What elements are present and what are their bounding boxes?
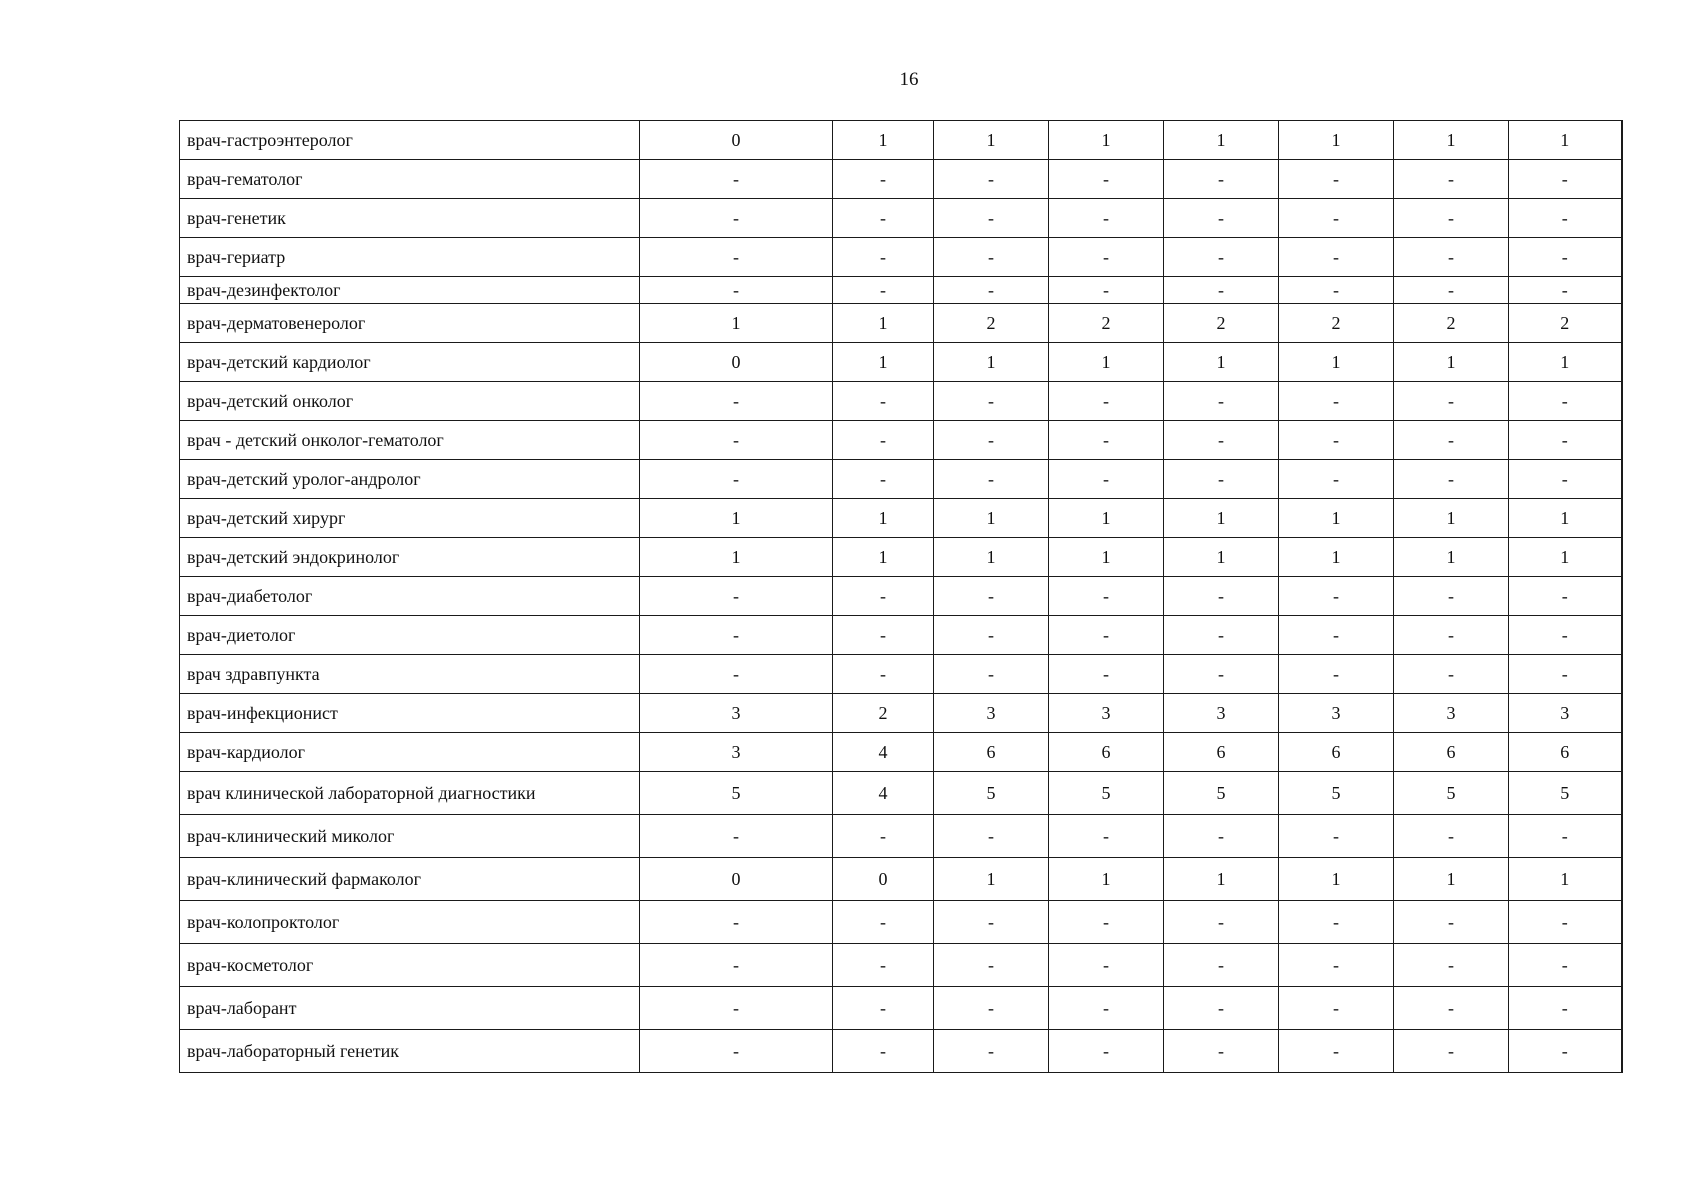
table-row (180, 655, 1622, 694)
value-cell: 2 (1049, 304, 1164, 343)
table-row (180, 304, 1622, 343)
value-cell: - (833, 238, 934, 277)
value-cell: - (1394, 238, 1509, 277)
value-cell: 0 (640, 858, 833, 901)
value-cell: - (640, 277, 833, 304)
position-name-cell: врач-детский онколог (180, 382, 640, 421)
value-cell: 1 (1164, 538, 1279, 577)
value-cell: 3 (640, 733, 833, 772)
value-cell: 1 (833, 499, 934, 538)
value-cell: 3 (1049, 694, 1164, 733)
value-cell: - (1049, 460, 1164, 499)
position-name-cell: врач-клинический фармаколог (180, 858, 640, 901)
value-cell: 1 (1394, 121, 1509, 160)
value-cell: - (1164, 815, 1279, 858)
value-cell: 3 (1509, 694, 1622, 733)
value-cell: - (1279, 577, 1394, 616)
value-cell: - (934, 238, 1049, 277)
table-row (180, 160, 1622, 199)
value-cell: - (1164, 277, 1279, 304)
value-cell: - (640, 1030, 833, 1073)
value-cell: 0 (640, 121, 833, 160)
staffing-table (179, 120, 1623, 1073)
position-name-cell: врач-дерматовенеролог (180, 304, 640, 343)
table-row (180, 538, 1622, 577)
value-cell: - (833, 160, 934, 199)
position-name-cell: врач-диабетолог (180, 577, 640, 616)
value-cell: - (1509, 382, 1622, 421)
value-cell: - (1509, 199, 1622, 238)
value-cell: 6 (934, 733, 1049, 772)
value-cell: - (833, 944, 934, 987)
position-name-cell: врач-детский эндокринолог (180, 538, 640, 577)
value-cell: - (640, 199, 833, 238)
value-cell: 3 (934, 694, 1049, 733)
position-name-cell: врач-детский уролог-андролог (180, 460, 640, 499)
value-cell: - (833, 1030, 934, 1073)
value-cell: - (833, 382, 934, 421)
value-cell: - (1509, 1030, 1622, 1073)
position-name-cell: врач - детский онколог-гематолог (180, 421, 640, 460)
table-body (180, 121, 1622, 1073)
table-row (180, 277, 1622, 304)
table-row (180, 815, 1622, 858)
value-cell: - (640, 901, 833, 944)
position-name-cell: врач-инфекционист (180, 694, 640, 733)
value-cell: 1 (640, 304, 833, 343)
value-cell: - (1164, 944, 1279, 987)
value-cell: 1 (1394, 858, 1509, 901)
position-name-cell: врач-гериатр (180, 238, 640, 277)
value-cell: - (1509, 987, 1622, 1030)
value-cell: - (1279, 901, 1394, 944)
value-cell: - (934, 987, 1049, 1030)
value-cell: - (934, 460, 1049, 499)
table-row (180, 944, 1622, 987)
value-cell: - (1279, 655, 1394, 694)
value-cell: 5 (1164, 772, 1279, 815)
value-cell: 2 (934, 304, 1049, 343)
table-row (180, 421, 1622, 460)
position-name-cell: врач-кардиолог (180, 733, 640, 772)
table-row (180, 343, 1622, 382)
value-cell: - (833, 901, 934, 944)
value-cell: - (1049, 815, 1164, 858)
value-cell: - (934, 577, 1049, 616)
value-cell: - (1049, 655, 1164, 694)
position-name-cell: врач-лабораторный генетик (180, 1030, 640, 1073)
value-cell: - (1164, 655, 1279, 694)
table-row (180, 199, 1622, 238)
value-cell: 5 (1509, 772, 1622, 815)
value-cell: - (1509, 421, 1622, 460)
value-cell: - (1049, 421, 1164, 460)
value-cell: - (640, 944, 833, 987)
value-cell: 1 (833, 121, 934, 160)
value-cell: 1 (1394, 499, 1509, 538)
table-row (180, 772, 1622, 815)
value-cell: - (1394, 815, 1509, 858)
value-cell: - (1509, 616, 1622, 655)
value-cell: 1 (640, 499, 833, 538)
value-cell: - (1164, 1030, 1279, 1073)
value-cell: 3 (1279, 694, 1394, 733)
value-cell: - (934, 944, 1049, 987)
value-cell: 1 (1049, 343, 1164, 382)
value-cell: - (640, 987, 833, 1030)
value-cell: 1 (1164, 121, 1279, 160)
value-cell: - (833, 815, 934, 858)
value-cell: - (1279, 987, 1394, 1030)
position-name-cell: врач-диетолог (180, 616, 640, 655)
value-cell: - (1279, 460, 1394, 499)
value-cell: 0 (833, 858, 934, 901)
value-cell: 4 (833, 772, 934, 815)
value-cell: 5 (640, 772, 833, 815)
value-cell: 5 (934, 772, 1049, 815)
value-cell: - (640, 421, 833, 460)
position-name-cell: врач-гематолог (180, 160, 640, 199)
value-cell: - (934, 616, 1049, 655)
value-cell: - (1279, 944, 1394, 987)
value-cell: - (1394, 160, 1509, 199)
position-name-cell: врач-дезинфектолог (180, 277, 640, 304)
value-cell: 1 (934, 121, 1049, 160)
value-cell: 1 (1049, 858, 1164, 901)
position-name-cell: врач-детский кардиолог (180, 343, 640, 382)
position-name-cell: врач-лаборант (180, 987, 640, 1030)
value-cell: - (1049, 1030, 1164, 1073)
value-cell: - (1394, 577, 1509, 616)
value-cell: - (640, 616, 833, 655)
value-cell: - (1279, 277, 1394, 304)
value-cell: 1 (934, 499, 1049, 538)
value-cell: 1 (1164, 499, 1279, 538)
value-cell: - (1164, 460, 1279, 499)
value-cell: - (934, 815, 1049, 858)
value-cell: - (934, 160, 1049, 199)
value-cell: 2 (1509, 304, 1622, 343)
value-cell: - (1049, 616, 1164, 655)
value-cell: - (1049, 277, 1164, 304)
value-cell: 5 (1049, 772, 1164, 815)
table-row (180, 121, 1622, 160)
value-cell: - (1049, 160, 1164, 199)
value-cell: 3 (640, 694, 833, 733)
value-cell: - (1509, 944, 1622, 987)
value-cell: - (1164, 901, 1279, 944)
value-cell: - (1279, 815, 1394, 858)
value-cell: - (1509, 238, 1622, 277)
value-cell: 1 (934, 343, 1049, 382)
value-cell: 1 (1509, 538, 1622, 577)
value-cell: 2 (1394, 304, 1509, 343)
value-cell: - (1049, 987, 1164, 1030)
value-cell: - (1394, 382, 1509, 421)
table-row (180, 460, 1622, 499)
value-cell: - (1394, 901, 1509, 944)
value-cell: - (934, 655, 1049, 694)
table-row (180, 616, 1622, 655)
value-cell: - (1394, 1030, 1509, 1073)
value-cell: - (833, 421, 934, 460)
value-cell: 1 (1049, 121, 1164, 160)
value-cell: - (1164, 238, 1279, 277)
value-cell: 1 (1509, 343, 1622, 382)
value-cell: - (1164, 160, 1279, 199)
value-cell: - (1279, 616, 1394, 655)
value-cell: - (934, 1030, 1049, 1073)
value-cell: 1 (1509, 858, 1622, 901)
value-cell: - (1279, 160, 1394, 199)
value-cell: - (1394, 655, 1509, 694)
position-name-cell: врач-генетик (180, 199, 640, 238)
value-cell: 6 (1049, 733, 1164, 772)
value-cell: - (640, 815, 833, 858)
value-cell: - (934, 277, 1049, 304)
value-cell: - (1279, 199, 1394, 238)
value-cell: - (640, 577, 833, 616)
table-row (180, 577, 1622, 616)
value-cell: 1 (640, 538, 833, 577)
value-cell: - (1509, 160, 1622, 199)
position-name-cell: врач-клинический миколог (180, 815, 640, 858)
value-cell: - (1164, 577, 1279, 616)
value-cell: 2 (1164, 304, 1279, 343)
value-cell: - (1394, 616, 1509, 655)
value-cell: - (1394, 987, 1509, 1030)
value-cell: 1 (934, 538, 1049, 577)
table-row (180, 499, 1622, 538)
value-cell: - (640, 382, 833, 421)
value-cell: 1 (934, 858, 1049, 901)
value-cell: - (1164, 616, 1279, 655)
value-cell: - (1049, 382, 1164, 421)
value-cell: - (1164, 199, 1279, 238)
value-cell: - (1509, 460, 1622, 499)
position-name-cell: врач-колопроктолог (180, 901, 640, 944)
value-cell: 1 (833, 343, 934, 382)
value-cell: - (1049, 901, 1164, 944)
table-row (180, 238, 1622, 277)
value-cell: 1 (1049, 499, 1164, 538)
value-cell: - (640, 160, 833, 199)
value-cell: - (1049, 199, 1164, 238)
value-cell: - (1509, 277, 1622, 304)
value-cell: - (1049, 238, 1164, 277)
value-cell: 2 (833, 694, 934, 733)
value-cell: 6 (1394, 733, 1509, 772)
value-cell: 0 (640, 343, 833, 382)
value-cell: 1 (1279, 538, 1394, 577)
value-cell: 5 (1279, 772, 1394, 815)
value-cell: 3 (1164, 694, 1279, 733)
table-row (180, 858, 1622, 901)
value-cell: 1 (1279, 858, 1394, 901)
position-name-cell: врач-гастроэнтеролог (180, 121, 640, 160)
value-cell: 1 (1279, 343, 1394, 382)
value-cell: - (1509, 901, 1622, 944)
value-cell: - (640, 460, 833, 499)
value-cell: 1 (1049, 538, 1164, 577)
table-row (180, 901, 1622, 944)
value-cell: - (833, 199, 934, 238)
value-cell: - (1394, 199, 1509, 238)
value-cell: - (1164, 382, 1279, 421)
value-cell: - (833, 460, 934, 499)
value-cell: - (833, 616, 934, 655)
value-cell: 5 (1394, 772, 1509, 815)
value-cell: 1 (1164, 858, 1279, 901)
value-cell: 1 (1509, 121, 1622, 160)
value-cell: - (1394, 460, 1509, 499)
value-cell: - (1394, 944, 1509, 987)
value-cell: - (1279, 382, 1394, 421)
value-cell: - (833, 277, 934, 304)
value-cell: - (1279, 421, 1394, 460)
value-cell: - (1279, 1030, 1394, 1073)
value-cell: 1 (1279, 121, 1394, 160)
value-cell: 1 (1279, 499, 1394, 538)
value-cell: - (1394, 277, 1509, 304)
value-cell: 6 (1279, 733, 1394, 772)
value-cell: - (1164, 987, 1279, 1030)
value-cell: 4 (833, 733, 934, 772)
value-cell: - (934, 901, 1049, 944)
value-cell: - (1279, 238, 1394, 277)
position-name-cell: врач-косметолог (180, 944, 640, 987)
value-cell: - (1394, 421, 1509, 460)
value-cell: 1 (833, 304, 934, 343)
position-name-cell: врач здравпункта (180, 655, 640, 694)
value-cell: 1 (1164, 343, 1279, 382)
table-row (180, 987, 1622, 1030)
value-cell: - (934, 382, 1049, 421)
value-cell: - (833, 987, 934, 1030)
value-cell: - (1049, 577, 1164, 616)
table-row (180, 694, 1622, 733)
value-cell: - (1509, 577, 1622, 616)
table-row (180, 733, 1622, 772)
page-number: 16 (899, 69, 919, 90)
value-cell: - (934, 199, 1049, 238)
value-cell: 1 (1509, 499, 1622, 538)
position-name-cell: врач-детский хирург (180, 499, 640, 538)
value-cell: - (934, 421, 1049, 460)
value-cell: - (640, 238, 833, 277)
value-cell: 1 (1394, 343, 1509, 382)
value-cell: - (1509, 655, 1622, 694)
value-cell: 2 (1279, 304, 1394, 343)
value-cell: - (1164, 421, 1279, 460)
value-cell: 1 (1394, 538, 1509, 577)
value-cell: - (833, 577, 934, 616)
value-cell: 6 (1164, 733, 1279, 772)
position-name-cell: врач клинической лабораторной диагностики (180, 772, 640, 815)
value-cell: 3 (1394, 694, 1509, 733)
value-cell: 1 (833, 538, 934, 577)
value-cell: - (1049, 944, 1164, 987)
table-row (180, 1030, 1622, 1073)
value-cell: - (1509, 815, 1622, 858)
value-cell: 6 (1509, 733, 1622, 772)
value-cell: - (640, 655, 833, 694)
value-cell: - (833, 655, 934, 694)
table-row (180, 382, 1622, 421)
